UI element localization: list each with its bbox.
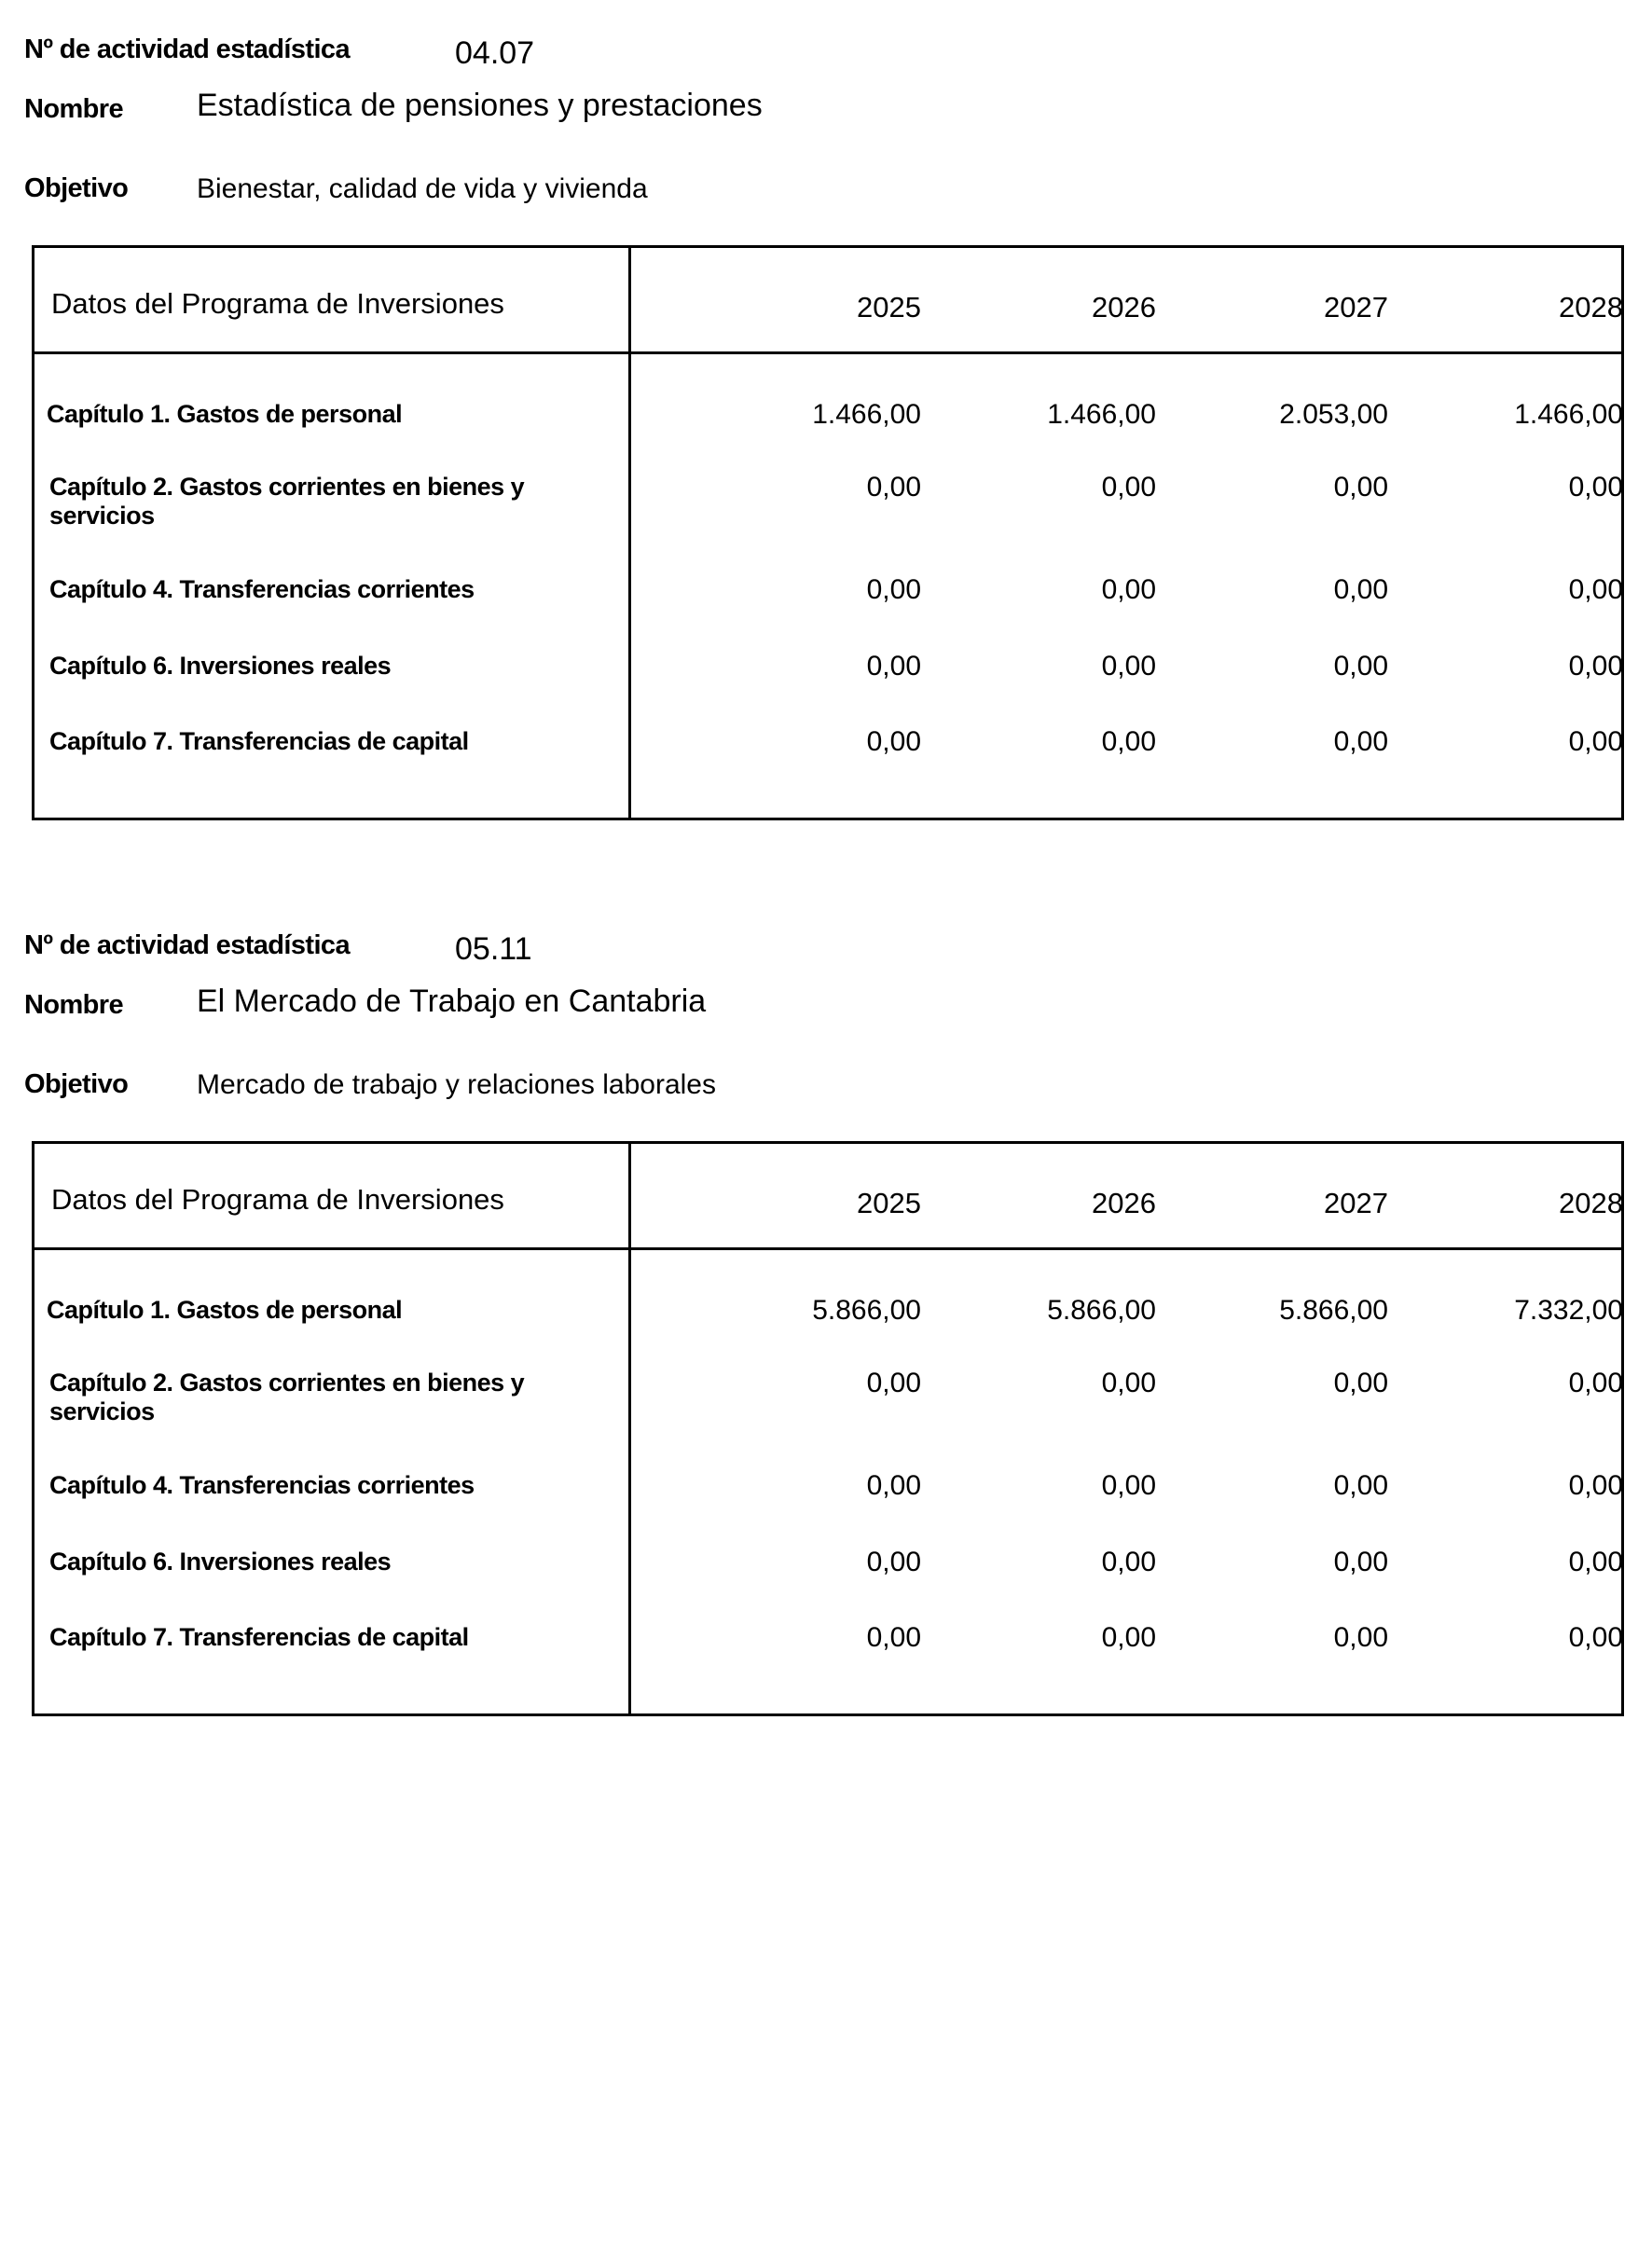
table-cell: 0,00 xyxy=(1568,1622,1623,1653)
table-cell: 0,00 xyxy=(866,726,921,757)
row-label: Capítulo 1. Gastos de personal xyxy=(47,400,403,428)
table-cell: 2.053,00 xyxy=(1279,399,1388,430)
objective-label: Objetivo xyxy=(24,173,129,203)
table-cell: 0,00 xyxy=(1101,1547,1156,1577)
table-cell: 0,00 xyxy=(866,1368,921,1398)
table-cell: 0,00 xyxy=(1568,574,1623,605)
year-header: 2027 xyxy=(1324,1187,1388,1219)
table-cell: 0,00 xyxy=(1333,574,1388,605)
table-cell: 1.466,00 xyxy=(812,399,921,430)
investment-table xyxy=(32,245,1624,820)
activity-number-label: Nº de actividad estadística xyxy=(24,930,350,960)
name-value: El Mercado de Trabajo en Cantabria xyxy=(197,984,707,1019)
year-header: 2025 xyxy=(857,1187,921,1219)
year-header: 2027 xyxy=(1324,291,1388,323)
row-label: Capítulo 6. Inversiones reales xyxy=(49,1548,392,1576)
table-row xyxy=(34,1471,1621,1536)
table-cell: 0,00 xyxy=(1101,726,1156,757)
table-row xyxy=(34,400,1621,465)
row-label: Capítulo 6. Inversiones reales xyxy=(49,652,392,680)
table-divider-horizontal xyxy=(34,351,1621,354)
table-header-title: Datos del Programa de Inversiones xyxy=(51,1183,504,1216)
table-cell: 5.866,00 xyxy=(1047,1295,1156,1326)
table-cell: 0,00 xyxy=(1568,726,1623,757)
table-cell: 0,00 xyxy=(1333,1622,1388,1653)
table-cell: 0,00 xyxy=(1101,1622,1156,1653)
table-cell: 0,00 xyxy=(1101,651,1156,681)
table-row xyxy=(34,727,1621,792)
row-label: Capítulo 2. Gastos corrientes en bienes y servicios xyxy=(49,1369,525,1425)
row-label: Capítulo 1. Gastos de personal xyxy=(47,1296,403,1324)
table-cell: 0,00 xyxy=(866,574,921,605)
table-cell: 0,00 xyxy=(1333,472,1388,502)
table-cell: 0,00 xyxy=(866,1470,921,1501)
table-row xyxy=(34,1548,1621,1613)
row-label: Capítulo 2. Gastos corrientes en bienes y servicios xyxy=(49,473,525,530)
table-cell: 0,00 xyxy=(1333,1547,1388,1577)
table-cell: 0,00 xyxy=(1568,1547,1623,1577)
table-row xyxy=(34,1623,1621,1688)
objective-value: Bienestar, calidad de vida y vivienda xyxy=(197,173,648,204)
objective-label: Objetivo xyxy=(24,1069,129,1099)
table-cell: 0,00 xyxy=(1333,651,1388,681)
year-header: 2026 xyxy=(1092,1187,1156,1219)
row-label: Capítulo 7. Transferencias de capital xyxy=(49,1623,469,1651)
table-cell: 0,00 xyxy=(866,1547,921,1577)
table-cell: 0,00 xyxy=(866,1622,921,1653)
table-cell: 5.866,00 xyxy=(1279,1295,1388,1326)
table-cell: 0,00 xyxy=(1101,472,1156,502)
table-cell: 0,00 xyxy=(1333,1368,1388,1398)
name-value: Estadística de pensiones y prestaciones xyxy=(197,88,763,123)
table-cell: 7.332,00 xyxy=(1514,1295,1623,1326)
table-cell: 0,00 xyxy=(1333,1470,1388,1501)
activity-number-value: 04.07 xyxy=(455,35,535,71)
objective-value: Mercado de trabajo y relaciones laborales xyxy=(197,1069,716,1100)
row-label: Capítulo 7. Transferencias de capital xyxy=(49,727,469,755)
activity-number-value: 05.11 xyxy=(455,931,532,967)
table-cell: 0,00 xyxy=(1333,726,1388,757)
table-row xyxy=(34,1369,1621,1434)
table-divider-horizontal xyxy=(34,1247,1621,1250)
activity-number-label: Nº de actividad estadística xyxy=(24,34,350,64)
name-label: Nombre xyxy=(24,990,123,1020)
activity-block xyxy=(0,0,1652,839)
year-header: 2025 xyxy=(857,291,921,323)
table-row xyxy=(34,1296,1621,1361)
table-cell: 0,00 xyxy=(1568,472,1623,502)
table-cell: 0,00 xyxy=(1101,574,1156,605)
year-header: 2026 xyxy=(1092,291,1156,323)
table-header-title: Datos del Programa de Inversiones xyxy=(51,287,504,320)
table-cell: 0,00 xyxy=(1568,651,1623,681)
table-cell: 5.866,00 xyxy=(812,1295,921,1326)
table-cell: 0,00 xyxy=(1568,1368,1623,1398)
table-row xyxy=(34,652,1621,717)
table-cell: 1.466,00 xyxy=(1514,399,1623,430)
table-cell: 0,00 xyxy=(866,651,921,681)
table-row xyxy=(34,575,1621,640)
table-cell: 0,00 xyxy=(1568,1470,1623,1501)
activity-block xyxy=(0,896,1652,1735)
table-cell: 1.466,00 xyxy=(1047,399,1156,430)
table-cell: 0,00 xyxy=(1101,1470,1156,1501)
table-cell: 0,00 xyxy=(866,472,921,502)
row-label: Capítulo 4. Transferencias corrientes xyxy=(49,575,475,603)
year-header: 2028 xyxy=(1559,291,1623,323)
name-label: Nombre xyxy=(24,94,123,124)
year-header: 2028 xyxy=(1559,1187,1623,1219)
table-row xyxy=(34,473,1621,538)
table-cell: 0,00 xyxy=(1101,1368,1156,1398)
investment-table xyxy=(32,1141,1624,1716)
row-label: Capítulo 4. Transferencias corrientes xyxy=(49,1471,475,1499)
